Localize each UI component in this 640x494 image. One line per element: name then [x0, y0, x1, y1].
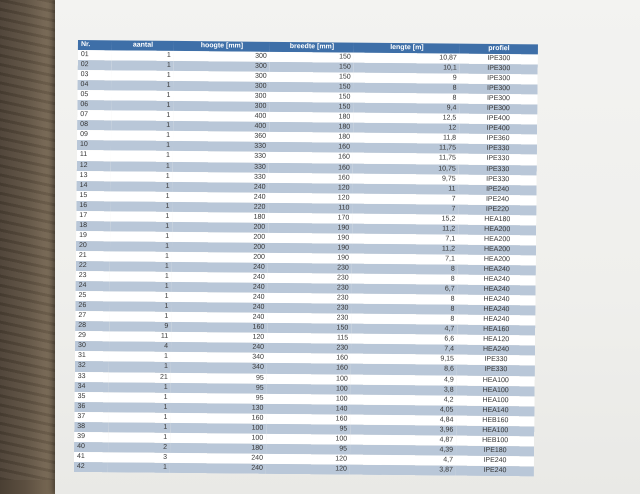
cell-profiel: HEA140 [456, 405, 534, 416]
cell-nr: 09 [77, 130, 111, 140]
cell-profiel: HEA240 [458, 285, 536, 296]
cell-breedte: 120 [266, 454, 350, 465]
cell-profiel: HEA100 [457, 385, 535, 396]
cell-breedte: 115 [267, 333, 351, 344]
cell-profiel: HEA100 [456, 425, 534, 436]
cell-aantal: 9 [109, 322, 171, 333]
cell-nr: 40 [74, 442, 108, 452]
cell-hoogte: 100 [170, 423, 266, 434]
cell-hoogte: 240 [170, 453, 266, 464]
cell-breedte: 190 [268, 243, 352, 254]
cell-profiel: HEA240 [458, 265, 536, 276]
cell-breedte: 230 [267, 293, 351, 304]
cell-aantal: 1 [108, 432, 170, 443]
cell-lengte: 7,1 [352, 254, 458, 265]
cell-nr: 05 [77, 90, 111, 100]
cell-hoogte: 130 [170, 403, 266, 414]
cell-hoogte: 340 [171, 352, 267, 363]
document-page [74, 40, 532, 476]
cell-profiel: IPE220 [458, 204, 536, 215]
cell-breedte: 150 [267, 323, 351, 334]
cell-aantal: 1 [111, 151, 173, 162]
cell-breedte: 160 [266, 414, 350, 425]
cell-hoogte: 120 [171, 332, 267, 343]
cell-aantal: 3 [108, 452, 170, 463]
cell-breedte: 150 [270, 82, 354, 93]
cell-hoogte: 95 [171, 392, 267, 403]
cell-breedte: 95 [266, 444, 350, 455]
cell-lengte: 8 [352, 274, 458, 285]
cell-profiel: HEA180 [458, 214, 536, 225]
cell-breedte: 150 [269, 92, 353, 103]
cell-lengte: 8 [353, 93, 459, 104]
cell-breedte: 100 [266, 434, 350, 445]
cell-breedte: 150 [270, 72, 354, 83]
cell-nr: 37 [74, 412, 108, 422]
cell-aantal: 21 [109, 372, 171, 383]
cell-aantal: 1 [108, 402, 170, 413]
cell-aantal: 1 [108, 412, 170, 423]
cell-breedte: 120 [266, 464, 350, 475]
cell-hoogte: 240 [172, 192, 268, 203]
cell-lengte: 11,75 [353, 143, 459, 154]
cell-breedte: 150 [270, 62, 354, 73]
cell-profiel: HEB100 [456, 435, 534, 446]
cell-aantal: 1 [112, 50, 174, 61]
cell-aantal: 1 [108, 422, 170, 433]
cell-hoogte: 240 [172, 262, 268, 273]
cell-nr: 14 [77, 181, 111, 191]
cell-nr: 16 [76, 201, 110, 211]
cell-hoogte: 95 [171, 372, 267, 383]
cell-profiel: IPE400 [459, 114, 537, 125]
cell-nr: 01 [78, 50, 112, 60]
cell-profiel: HEA240 [457, 315, 535, 326]
cell-lengte: 7 [352, 193, 458, 204]
cell-breedte: 160 [269, 172, 353, 183]
column-header-nr: Nr. [78, 40, 112, 50]
cell-aantal: 1 [110, 251, 172, 262]
cell-nr: 13 [77, 171, 111, 181]
cell-aantal: 1 [110, 281, 172, 292]
cell-hoogte: 160 [171, 322, 267, 333]
cell-hoogte: 180 [170, 443, 266, 454]
cell-profiel: IPE330 [459, 174, 537, 185]
cell-profiel: IPE360 [459, 134, 537, 145]
cell-profiel: IPE300 [460, 84, 538, 95]
cell-nr: 11 [77, 150, 111, 160]
cell-aantal: 1 [111, 141, 173, 152]
cell-profiel: HEB160 [456, 415, 534, 426]
cell-nr: 29 [75, 331, 109, 341]
cell-profiel: HEA240 [457, 345, 535, 356]
cell-lengte: 4,84 [350, 414, 456, 425]
cell-hoogte: 240 [170, 463, 266, 474]
cell-breedte: 140 [266, 403, 350, 414]
cell-aantal: 1 [109, 362, 171, 373]
cell-profiel: IPE330 [459, 164, 537, 175]
cell-nr: 21 [76, 251, 110, 261]
cell-lengte: 8 [352, 264, 458, 275]
cell-lengte: 11,8 [353, 133, 459, 144]
cell-nr: 17 [76, 211, 110, 221]
cell-lengte: 7 [352, 203, 458, 214]
cell-breedte: 110 [268, 203, 352, 214]
cell-lengte: 9,75 [353, 173, 459, 184]
cell-hoogte: 330 [173, 141, 269, 152]
cell-breedte: 160 [269, 162, 353, 173]
cell-hoogte: 300 [173, 91, 269, 102]
cell-lengte: 12 [353, 123, 459, 134]
cell-hoogte: 240 [172, 282, 268, 293]
cell-nr: 32 [75, 361, 109, 371]
cell-lengte: 11,2 [352, 244, 458, 255]
cell-profiel: HEA200 [458, 255, 536, 266]
cell-nr: 39 [74, 432, 108, 442]
cell-lengte: 9,15 [351, 354, 457, 365]
cell-nr: 20 [76, 241, 110, 251]
cell-aantal: 1 [109, 291, 171, 302]
cell-hoogte: 200 [172, 232, 268, 243]
cell-hoogte: 240 [171, 342, 267, 353]
cell-breedte: 180 [269, 112, 353, 123]
cell-hoogte: 180 [172, 212, 268, 223]
cell-aantal: 1 [112, 60, 174, 71]
column-header-profiel: profiel [460, 44, 538, 55]
cell-breedte: 120 [269, 182, 353, 193]
cell-breedte: 230 [267, 303, 351, 314]
cell-hoogte: 340 [171, 362, 267, 373]
cell-hoogte: 160 [170, 413, 266, 424]
cell-lengte: 10,1 [354, 63, 460, 74]
cell-profiel: IPE300 [459, 104, 537, 115]
cell-nr: 08 [77, 120, 111, 130]
cell-lengte: 10,87 [354, 53, 460, 64]
cell-lengte: 8 [351, 304, 457, 315]
cell-aantal: 1 [109, 392, 171, 403]
cell-lengte: 9 [354, 73, 460, 84]
cell-lengte: 6,7 [352, 284, 458, 295]
cell-lengte: 8 [354, 83, 460, 94]
cell-nr: 34 [75, 382, 109, 392]
cell-breedte: 230 [268, 283, 352, 294]
cell-lengte: 8 [351, 314, 457, 325]
cell-breedte: 160 [269, 142, 353, 153]
cell-nr: 06 [77, 100, 111, 110]
cell-hoogte: 240 [171, 312, 267, 323]
cell-aantal: 1 [111, 161, 173, 172]
cell-lengte: 7,1 [352, 233, 458, 244]
cell-lengte: 15,2 [352, 213, 458, 224]
cell-aantal: 1 [110, 231, 172, 242]
cell-nr: 23 [76, 271, 110, 281]
cell-nr: 41 [74, 452, 108, 462]
cell-nr: 33 [75, 371, 109, 381]
cell-lengte: 8,6 [351, 364, 457, 375]
cell-hoogte: 300 [173, 101, 269, 112]
cell-lengte: 12,5 [353, 113, 459, 124]
cell-nr: 25 [75, 291, 109, 301]
cell-aantal: 1 [108, 462, 170, 473]
cell-profiel: HEA160 [457, 325, 535, 336]
cell-profiel: IPE330 [459, 144, 537, 155]
cell-hoogte: 400 [173, 121, 269, 132]
cell-lengte: 10,75 [353, 163, 459, 174]
cell-aantal: 4 [109, 342, 171, 353]
column-header-breedte: breedte [mm] [270, 42, 354, 53]
cell-lengte: 3,87 [350, 465, 456, 476]
cell-breedte: 100 [267, 383, 351, 394]
cell-lengte: 3,8 [351, 384, 457, 395]
cell-nr: 35 [75, 392, 109, 402]
cell-aantal: 1 [111, 131, 173, 142]
cell-profiel: HEA120 [457, 335, 535, 346]
cell-aantal: 2 [108, 442, 170, 453]
cell-nr: 26 [75, 301, 109, 311]
cell-nr: 31 [75, 351, 109, 361]
cell-hoogte: 100 [170, 433, 266, 444]
cell-lengte: 11,2 [352, 223, 458, 234]
cell-nr: 07 [77, 110, 111, 120]
cell-hoogte: 300 [174, 81, 270, 92]
cell-lengte: 4,39 [350, 444, 456, 455]
cell-hoogte: 240 [171, 292, 267, 303]
cell-aantal: 11 [109, 332, 171, 343]
cell-aantal: 1 [110, 241, 172, 252]
cell-lengte: 3,96 [350, 424, 456, 435]
cell-nr: 38 [74, 422, 108, 432]
cell-lengte: 7,4 [351, 344, 457, 355]
cell-profiel: IPE180 [456, 445, 534, 456]
cell-breedte: 230 [268, 263, 352, 274]
cell-aantal: 1 [110, 201, 172, 212]
cell-profiel: HEA240 [457, 305, 535, 316]
column-header-lengte: lengte [m] [354, 43, 460, 54]
cell-aantal: 1 [110, 221, 172, 232]
cell-profiel: IPE240 [458, 194, 536, 205]
cell-profiel: IPE300 [460, 54, 538, 65]
cell-aantal: 1 [112, 80, 174, 91]
cell-hoogte: 240 [171, 302, 267, 313]
cell-breedte: 150 [269, 102, 353, 113]
column-header-aantal: aantal [112, 40, 174, 51]
cell-profiel: HEA200 [458, 224, 536, 235]
cell-profiel: HEA240 [458, 275, 536, 286]
cell-breedte: 160 [269, 152, 353, 163]
cell-hoogte: 330 [173, 151, 269, 162]
cell-lengte: 9,4 [353, 103, 459, 114]
cell-aantal: 1 [110, 271, 172, 282]
cell-aantal: 1 [111, 171, 173, 182]
cell-nr: 36 [74, 402, 108, 412]
cell-profiel: IPE240 [456, 456, 534, 467]
cell-breedte: 190 [268, 233, 352, 244]
cell-hoogte: 330 [173, 171, 269, 182]
cell-profiel: IPE300 [460, 74, 538, 85]
cell-hoogte: 400 [173, 111, 269, 122]
cell-breedte: 170 [268, 213, 352, 224]
cell-nr: 03 [78, 70, 112, 80]
cell-nr: 22 [76, 261, 110, 271]
cell-aantal: 1 [112, 70, 174, 81]
cell-breedte: 120 [268, 192, 352, 203]
cell-nr: 19 [76, 231, 110, 241]
cell-hoogte: 300 [174, 51, 270, 62]
cell-breedte: 95 [266, 424, 350, 435]
cell-breedte: 150 [270, 52, 354, 63]
cell-lengte: 11,75 [353, 153, 459, 164]
cell-lengte: 4,9 [351, 374, 457, 385]
cell-lengte: 4,87 [350, 434, 456, 445]
cell-lengte: 11 [353, 183, 459, 194]
cell-nr: 18 [76, 221, 110, 231]
cell-profiel: HEA100 [457, 395, 535, 406]
cell-profiel: HEA100 [457, 375, 535, 386]
cell-breedte: 230 [267, 313, 351, 324]
cell-nr: 30 [75, 341, 109, 351]
cell-breedte: 100 [267, 393, 351, 404]
cell-profiel: IPE300 [459, 94, 537, 105]
cell-hoogte: 200 [172, 222, 268, 233]
cell-nr: 04 [78, 80, 112, 90]
cell-profiel: HEA200 [458, 245, 536, 256]
cell-nr: 10 [77, 140, 111, 150]
cell-profiel: IPE300 [460, 64, 538, 75]
cell-aantal: 1 [111, 91, 173, 102]
cell-breedte: 190 [268, 253, 352, 264]
cell-breedte: 160 [267, 363, 351, 374]
table-body [74, 50, 538, 476]
cell-nr: 24 [76, 281, 110, 291]
cell-hoogte: 240 [173, 182, 269, 193]
cell-profiel: IPE330 [457, 355, 535, 366]
cell-profiel: IPE330 [459, 154, 537, 165]
cell-hoogte: 300 [174, 61, 270, 72]
cell-hoogte: 360 [173, 131, 269, 142]
cell-hoogte: 240 [172, 272, 268, 283]
cell-hoogte: 330 [173, 161, 269, 172]
cell-profiel: IPE400 [459, 124, 537, 135]
column-header-hoogte: hoogte [mm] [174, 41, 270, 52]
cell-breedte: 190 [268, 223, 352, 234]
cell-nr: 27 [75, 311, 109, 321]
cell-lengte: 6,6 [351, 334, 457, 345]
cell-breedte: 160 [267, 353, 351, 364]
cell-nr: 02 [78, 60, 112, 70]
cell-profiel: IPE240 [459, 184, 537, 195]
cell-aantal: 1 [110, 211, 172, 222]
cell-hoogte: 200 [172, 242, 268, 253]
cell-lengte: 4,05 [350, 404, 456, 415]
cell-nr: 28 [75, 321, 109, 331]
cell-breedte: 230 [267, 343, 351, 354]
cell-aantal: 1 [110, 261, 172, 272]
cell-hoogte: 200 [172, 252, 268, 263]
cell-profiel: HEA240 [457, 295, 535, 306]
cell-hoogte: 300 [174, 71, 270, 82]
cell-aantal: 1 [109, 312, 171, 323]
cell-aantal: 1 [111, 111, 173, 122]
cell-profiel: IPE330 [457, 365, 535, 376]
cell-hoogte: 220 [172, 202, 268, 213]
cell-lengte: 4,7 [351, 324, 457, 335]
cell-breedte: 100 [267, 373, 351, 384]
cell-nr: 12 [77, 161, 111, 171]
cell-nr: 42 [74, 462, 108, 472]
cell-aantal: 1 [109, 382, 171, 393]
cell-breedte: 180 [269, 122, 353, 133]
cell-profiel: IPE240 [456, 466, 534, 477]
cell-aantal: 1 [111, 121, 173, 132]
cell-breedte: 180 [269, 132, 353, 143]
cell-profiel: HEA200 [458, 235, 536, 246]
cell-aantal: 1 [109, 352, 171, 363]
cell-nr: 15 [76, 191, 110, 201]
cell-aantal: 1 [109, 301, 171, 312]
cell-breedte: 230 [268, 273, 352, 284]
cell-hoogte: 95 [171, 382, 267, 393]
cell-lengte: 8 [351, 294, 457, 305]
cell-aantal: 1 [111, 101, 173, 112]
cell-aantal: 1 [110, 191, 172, 202]
cell-lengte: 4,2 [351, 394, 457, 405]
cell-aantal: 1 [111, 181, 173, 192]
cell-lengte: 4,7 [350, 455, 456, 466]
beam-profile-table [74, 40, 538, 476]
